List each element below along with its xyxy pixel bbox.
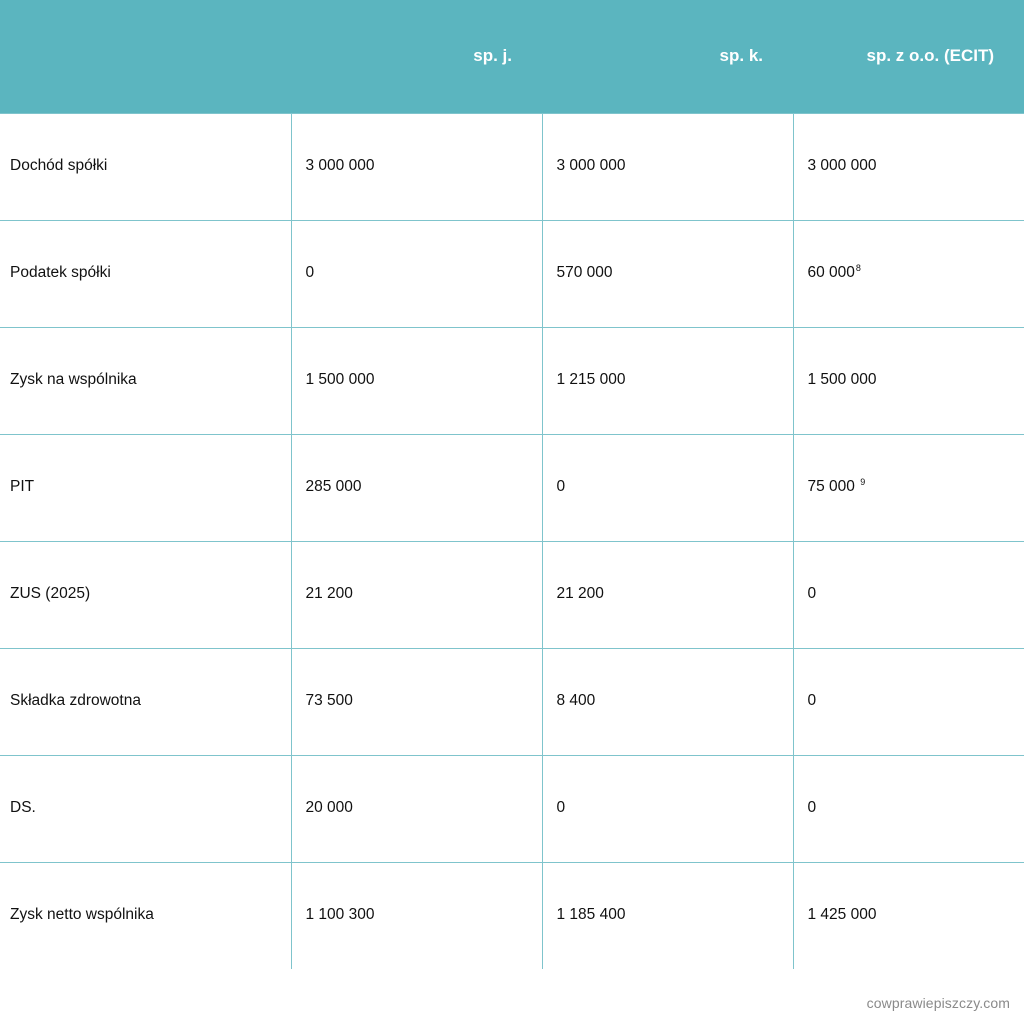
value-text: 3 000 000 <box>305 157 375 175</box>
table-row <box>0 113 1024 220</box>
table-row <box>0 434 1024 541</box>
row-label: Zysk netto wspólnika <box>0 862 291 969</box>
table-row <box>0 755 1024 862</box>
row-value-sp-k <box>542 541 793 648</box>
row-label: Zysk na wspólnika <box>0 327 291 434</box>
row-label: ZUS (2025) <box>0 541 291 648</box>
value-text: 0 <box>305 264 315 282</box>
value-text: 1 500 000 <box>305 371 375 389</box>
row-value-sp-k <box>542 648 793 755</box>
value-text: 0 <box>807 799 817 817</box>
row-value-sp-k <box>542 434 793 541</box>
table-row <box>0 327 1024 434</box>
row-value-sp-j <box>291 755 542 862</box>
table-row <box>0 648 1024 755</box>
row-value-sp-k <box>542 862 793 969</box>
row-value-sp-k <box>542 220 793 327</box>
row-value-sp-j <box>291 541 542 648</box>
table-row <box>0 220 1024 327</box>
value-text: 73 500 <box>305 692 353 710</box>
row-value-sp-zoo <box>793 541 1024 648</box>
value-text: 20 000 <box>305 799 353 817</box>
row-value-sp-j <box>291 862 542 969</box>
value-text: 1 185 400 <box>556 906 626 924</box>
column-header-sp-j: sp. j. <box>473 46 512 66</box>
value-text: 21 200 <box>305 585 353 603</box>
table-body <box>0 113 1024 969</box>
row-value-sp-zoo <box>793 755 1024 862</box>
row-label: Składka zdrowotna <box>0 648 291 755</box>
footnote-marker: 8 <box>855 263 861 274</box>
column-header-sp-zoo-ecit: sp. z o.o. (ECIT) <box>866 46 994 66</box>
row-value-sp-j <box>291 434 542 541</box>
value-text: 0 <box>556 799 566 817</box>
value-text: 3 000 000 <box>807 157 877 175</box>
row-label: PIT <box>0 434 291 541</box>
table-row <box>0 541 1024 648</box>
row-label: DS. <box>0 755 291 862</box>
value-text: 60 000 <box>807 264 855 282</box>
row-value-sp-k <box>542 327 793 434</box>
row-value-sp-j <box>291 220 542 327</box>
table-row <box>0 862 1024 969</box>
table-header <box>0 0 1024 113</box>
value-text: 21 200 <box>556 585 604 603</box>
value-text: 75 000 <box>807 478 855 496</box>
value-text: 3 000 000 <box>556 157 626 175</box>
value-text: 1 500 000 <box>807 371 877 389</box>
row-value-sp-zoo <box>793 862 1024 969</box>
column-header-sp-k: sp. k. <box>719 46 763 66</box>
value-text: 285 000 <box>305 478 362 496</box>
row-value-sp-zoo <box>793 648 1024 755</box>
value-text: 570 000 <box>556 264 613 282</box>
row-value-sp-zoo <box>793 220 1024 327</box>
row-value-sp-zoo <box>793 434 1024 541</box>
row-value-sp-zoo <box>793 327 1024 434</box>
value-text: 1 215 000 <box>556 371 626 389</box>
row-label: Podatek spółki <box>0 220 291 327</box>
source-watermark: cowprawiepiszczy.com <box>866 995 1010 1011</box>
row-label: Dochód spółki <box>0 113 291 220</box>
value-text: 1 425 000 <box>807 906 877 924</box>
header-corner-cell <box>0 0 291 113</box>
header-row <box>0 0 1024 113</box>
row-value-sp-k <box>542 113 793 220</box>
value-text: 0 <box>807 692 817 710</box>
row-value-sp-j <box>291 648 542 755</box>
value-text: 8 400 <box>556 692 596 710</box>
value-text: 0 <box>807 585 817 603</box>
row-value-sp-j <box>291 113 542 220</box>
row-value-sp-k <box>542 755 793 862</box>
row-value-sp-zoo <box>793 113 1024 220</box>
footnote-marker: 9 <box>860 477 866 488</box>
value-text: 1 100 300 <box>305 906 375 924</box>
row-value-sp-j <box>291 327 542 434</box>
value-text: 0 <box>556 478 566 496</box>
